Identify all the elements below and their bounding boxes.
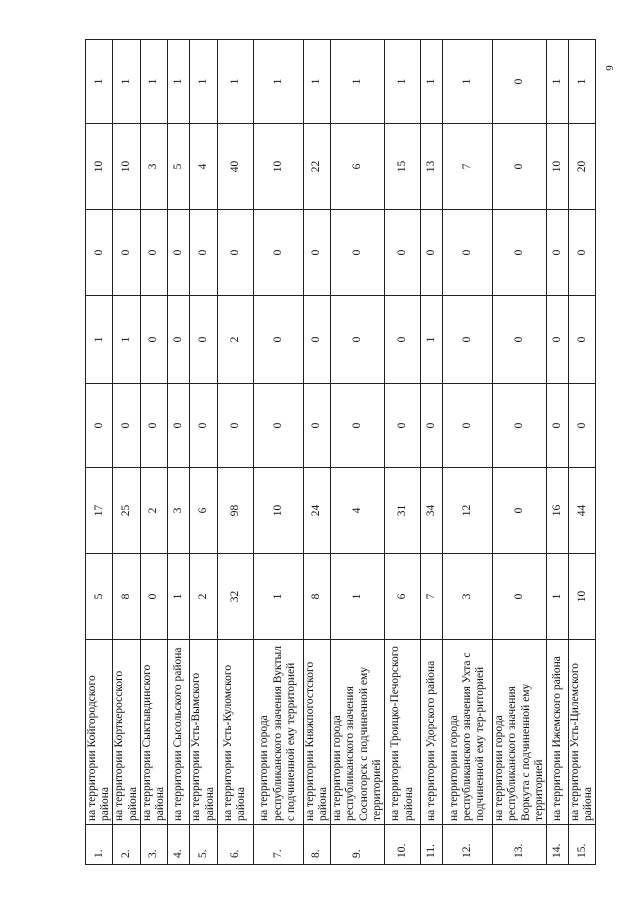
value-cell: 3 [140, 124, 167, 210]
value-cell: 0 [113, 384, 140, 468]
value-cell: 0 [331, 210, 385, 296]
value-cell: 0 [568, 296, 595, 384]
territory-name: на территории Сыктывдинского района [140, 640, 167, 825]
value-cell: 0 [217, 210, 253, 296]
territory-name: на территории города республиканского значения Вуктыл с подчиненной ему территорией [253, 640, 303, 825]
value-cell: 0 [86, 384, 113, 468]
value-cell: 4 [331, 468, 385, 554]
value-cell: 40 [217, 124, 253, 210]
value-cell: 0 [546, 296, 568, 384]
value-cell: 1 [303, 40, 330, 124]
value-cell: 0 [303, 296, 330, 384]
value-cell: 8 [113, 554, 140, 640]
value-cell: 10 [113, 124, 140, 210]
value-cell: 0 [86, 210, 113, 296]
table-row [140, 40, 167, 865]
row-number: 1. [86, 825, 113, 865]
value-cell: 0 [493, 384, 547, 468]
table-row [86, 40, 113, 865]
value-cell: 6 [385, 554, 421, 640]
row-number: 11. [421, 825, 443, 865]
table-row [443, 40, 493, 865]
value-cell: 0 [493, 296, 547, 384]
row-number: 9. [331, 825, 385, 865]
value-cell: 10 [86, 124, 113, 210]
value-cell: 1 [568, 40, 595, 124]
rotated-table-wrapper [85, 40, 595, 865]
territory-name: на территории Княжпогостского района [303, 640, 330, 825]
value-cell: 1 [190, 40, 217, 124]
value-cell: 0 [140, 554, 167, 640]
row-number: 10. [385, 825, 421, 865]
value-cell: 0 [253, 296, 303, 384]
value-cell: 0 [493, 210, 547, 296]
value-cell: 1 [546, 40, 568, 124]
value-cell: 8 [303, 554, 330, 640]
value-cell: 1 [253, 40, 303, 124]
value-cell: 0 [253, 210, 303, 296]
value-cell: 0 [385, 384, 421, 468]
value-cell: 0 [168, 384, 190, 468]
table-row [493, 40, 547, 865]
value-cell: 16 [546, 468, 568, 554]
value-cell: 25 [113, 468, 140, 554]
row-number: 3. [140, 825, 167, 865]
value-cell: 0 [303, 210, 330, 296]
value-cell: 0 [443, 384, 493, 468]
value-cell: 1 [253, 554, 303, 640]
table-row [253, 40, 303, 865]
value-cell: 2 [140, 468, 167, 554]
value-cell: 6 [190, 468, 217, 554]
row-number: 15. [568, 825, 595, 865]
row-number: 6. [217, 825, 253, 865]
value-cell: 10 [546, 124, 568, 210]
value-cell: 0 [546, 210, 568, 296]
row-number: 4. [168, 825, 190, 865]
value-cell: 5 [86, 554, 113, 640]
value-cell: 5 [168, 124, 190, 210]
territory-name: на территории Удорского района [421, 640, 443, 825]
territory-name: на территории Троицко-Печорского района [385, 640, 421, 825]
value-cell: 32 [217, 554, 253, 640]
table-body [86, 40, 596, 865]
value-cell: 1 [86, 296, 113, 384]
value-cell: 0 [190, 210, 217, 296]
value-cell: 0 [493, 554, 547, 640]
value-cell: 12 [443, 468, 493, 554]
table-row [568, 40, 595, 865]
value-cell: 34 [421, 468, 443, 554]
value-cell: 15 [385, 124, 421, 210]
value-cell: 2 [217, 296, 253, 384]
value-cell: 98 [217, 468, 253, 554]
table-row [190, 40, 217, 865]
value-cell: 0 [140, 296, 167, 384]
value-cell: 1 [113, 296, 140, 384]
row-number: 8. [303, 825, 330, 865]
value-cell: 1 [217, 40, 253, 124]
table-row [421, 40, 443, 865]
value-cell: 24 [303, 468, 330, 554]
value-cell: 44 [568, 468, 595, 554]
value-cell: 0 [253, 384, 303, 468]
territory-name: на территории Ижемского района [546, 640, 568, 825]
value-cell: 20 [568, 124, 595, 210]
value-cell: 31 [385, 468, 421, 554]
value-cell: 0 [421, 210, 443, 296]
value-cell: 0 [140, 384, 167, 468]
value-cell: 1 [421, 40, 443, 124]
value-cell: 0 [546, 384, 568, 468]
value-cell: 3 [443, 554, 493, 640]
value-cell: 10 [568, 554, 595, 640]
page-number: 6 [602, 65, 615, 71]
value-cell: 1 [113, 40, 140, 124]
territory-name: на территории города республиканского значения Сосногорск с подчиненной ему территорией [331, 640, 385, 825]
value-cell: 1 [443, 40, 493, 124]
value-cell: 17 [86, 468, 113, 554]
table-row [385, 40, 421, 865]
value-cell: 6 [331, 124, 385, 210]
territory-name: на территории города республиканского значения Воркута с подчиненной ему территорией [493, 640, 547, 825]
table-row [546, 40, 568, 865]
territory-name: на территории Усть-Цилемского района [568, 640, 595, 825]
row-number: 5. [190, 825, 217, 865]
row-number: 14. [546, 825, 568, 865]
table-row [113, 40, 140, 865]
value-cell: 1 [385, 40, 421, 124]
table-row [303, 40, 330, 865]
row-number: 12. [443, 825, 493, 865]
value-cell: 1 [86, 40, 113, 124]
value-cell: 0 [190, 384, 217, 468]
table-container [85, 40, 595, 865]
value-cell: 0 [331, 296, 385, 384]
value-cell: 0 [443, 296, 493, 384]
value-cell: 22 [303, 124, 330, 210]
value-cell: 4 [190, 124, 217, 210]
value-cell: 0 [385, 296, 421, 384]
value-cell: 1 [168, 40, 190, 124]
territory-name: на территории Сысольского района [168, 640, 190, 825]
value-cell: 0 [493, 124, 547, 210]
row-number: 13. [493, 825, 547, 865]
value-cell: 1 [168, 554, 190, 640]
territory-name: на территории Усть-Вымского района [190, 640, 217, 825]
value-cell: 0 [303, 384, 330, 468]
value-cell: 3 [168, 468, 190, 554]
value-cell: 0 [331, 384, 385, 468]
row-number: 7. [253, 825, 303, 865]
table-row [168, 40, 190, 865]
value-cell: 2 [190, 554, 217, 640]
table-row [331, 40, 385, 865]
value-cell: 0 [217, 384, 253, 468]
value-cell: 0 [113, 210, 140, 296]
value-cell: 1 [331, 40, 385, 124]
value-cell: 1 [140, 40, 167, 124]
territory-name: на территории Усть-Куломского района [217, 640, 253, 825]
value-cell: 7 [421, 554, 443, 640]
value-cell: 0 [140, 210, 167, 296]
value-cell: 0 [385, 210, 421, 296]
value-cell: 0 [568, 384, 595, 468]
row-number: 2. [113, 825, 140, 865]
value-cell: 0 [421, 384, 443, 468]
value-cell: 0 [168, 210, 190, 296]
value-cell: 0 [443, 210, 493, 296]
value-cell: 1 [546, 554, 568, 640]
value-cell: 7 [443, 124, 493, 210]
data-table [85, 39, 596, 865]
value-cell: 0 [493, 40, 547, 124]
value-cell: 0 [568, 210, 595, 296]
value-cell: 10 [253, 124, 303, 210]
table-row [217, 40, 253, 865]
value-cell: 1 [421, 296, 443, 384]
value-cell: 0 [190, 296, 217, 384]
value-cell: 1 [331, 554, 385, 640]
value-cell: 0 [493, 468, 547, 554]
territory-name: на территории города республиканского значения Ухта с подчиненной ему тер-риторией [443, 640, 493, 825]
territory-name: на территории Корткеросского района [113, 640, 140, 825]
territory-name: на территории Койгородского района [86, 640, 113, 825]
value-cell: 13 [421, 124, 443, 210]
value-cell: 10 [253, 468, 303, 554]
value-cell: 0 [168, 296, 190, 384]
